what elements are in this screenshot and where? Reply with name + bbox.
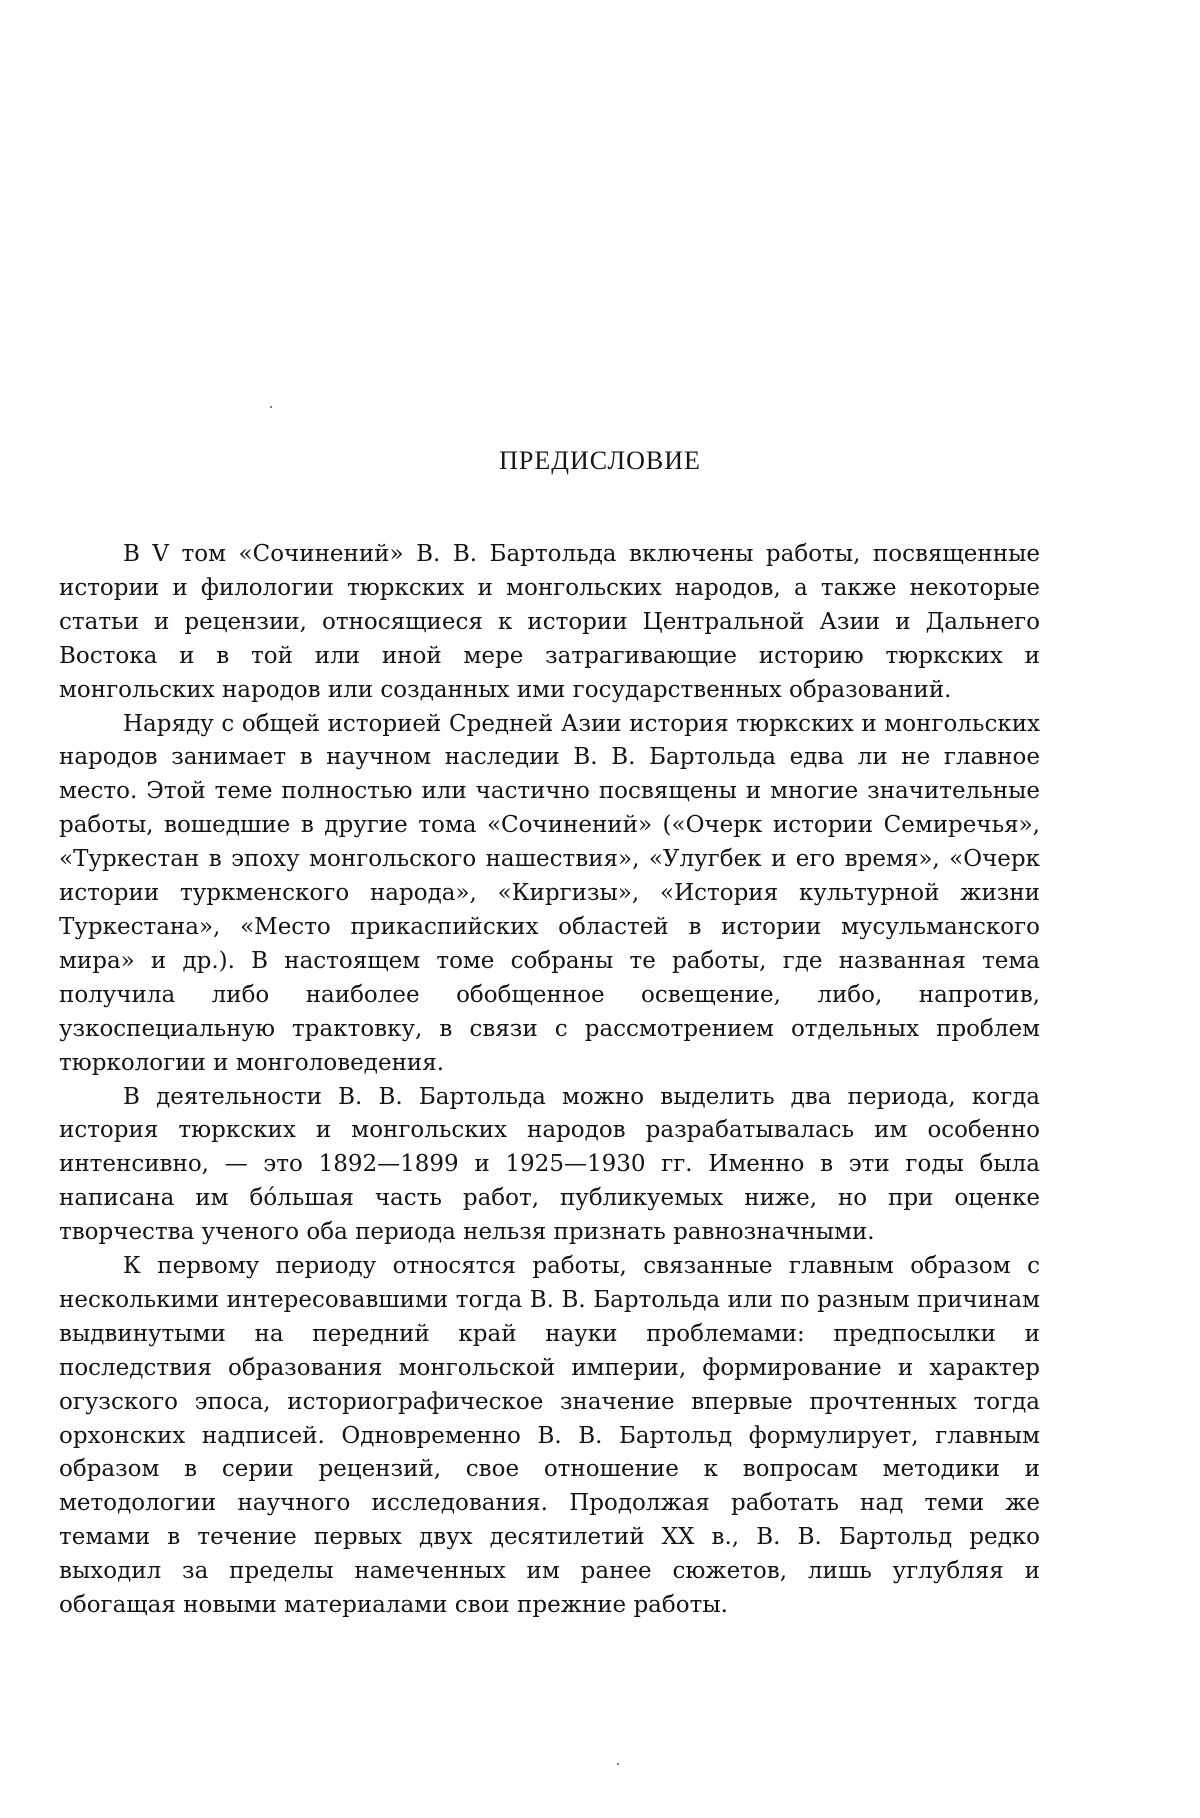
paragraph: В V том «Сочинений» В. В. Бартольда включены работы, посвященные истории и филологии тюркских и монгольских народов, а также некоторые статьи и рецензии, относящиеся к истории Центральной Азии и Дальнего Востока и в той или иной мере затрагивающие историю тюркских и монгольских народов или созданных ими государственных образований.	[59, 541, 1040, 703]
paragraph: Наряду с общей историей Средней Азии история тюркских и монгольских народов занимает в научном наследии В. В. Бартольда едва ли не главное место. Этой теме полностью или частично посвящены и многие значительные работы, вошедшие в другие тома «Сочинений» («Очерк истории Семиречья», «Туркестан в эпоху монгольского нашествия», «Улугбек и его время», «Очерк истории туркменского народа», «Киргизы», «История культурной жизни Туркестана», «Место прикаспийских областей в истории мусульманского мира» и др.). В настоящем томе собраны те работы, где названная тема получила либо наиболее обобщенное освещение, либо, напротив, узкоспециальную трактовку, в связи с рассмотрением отдельных проблем тюркологии и монголоведения.	[59, 710, 1040, 1076]
page-title: ПРЕДИСЛОВИЕ	[499, 446, 701, 475]
print-speck	[617, 1763, 619, 1765]
paragraph: В деятельности В. В. Бартольда можно выделить два периода, когда история тюркских и монгольских народов разрабатывалась им особенно интенсивно, — это 1892—1899 и 1925—1930 гг. Именно в эти годы была написана им бо́льшая часть работ, публикуемых ниже, но при оценке творчества ученого оба периода нельзя признать равнозначными.	[59, 1083, 1040, 1246]
preface-body	[59, 538, 1040, 1623]
paragraph: К первому периоду относятся работы, связанные главным образом с несколькими интересовавшими тогда В. В. Бартольда или по разным причинам выдвинутыми на передний край науки проблемами: предпосылки и последствия образования монгольской империи, формирование и характер огузского эпоса, историографическое значение впервые прочтенных тогда орхонских надписей. Одновременно В. В. Бартольд формулирует, главным образом в серии рецензий, свое отношение к вопросам методики и методологии научного исследования. Продолжая работать над теми же темами в течение первых двух десятилетий XX в., В. В. Бартольд редко выходил за пределы намеченных им ранее сюжетов, лишь углубляя и обогащая новыми материалами свои прежние работы.	[59, 1253, 1040, 1619]
print-speck	[270, 406, 272, 408]
